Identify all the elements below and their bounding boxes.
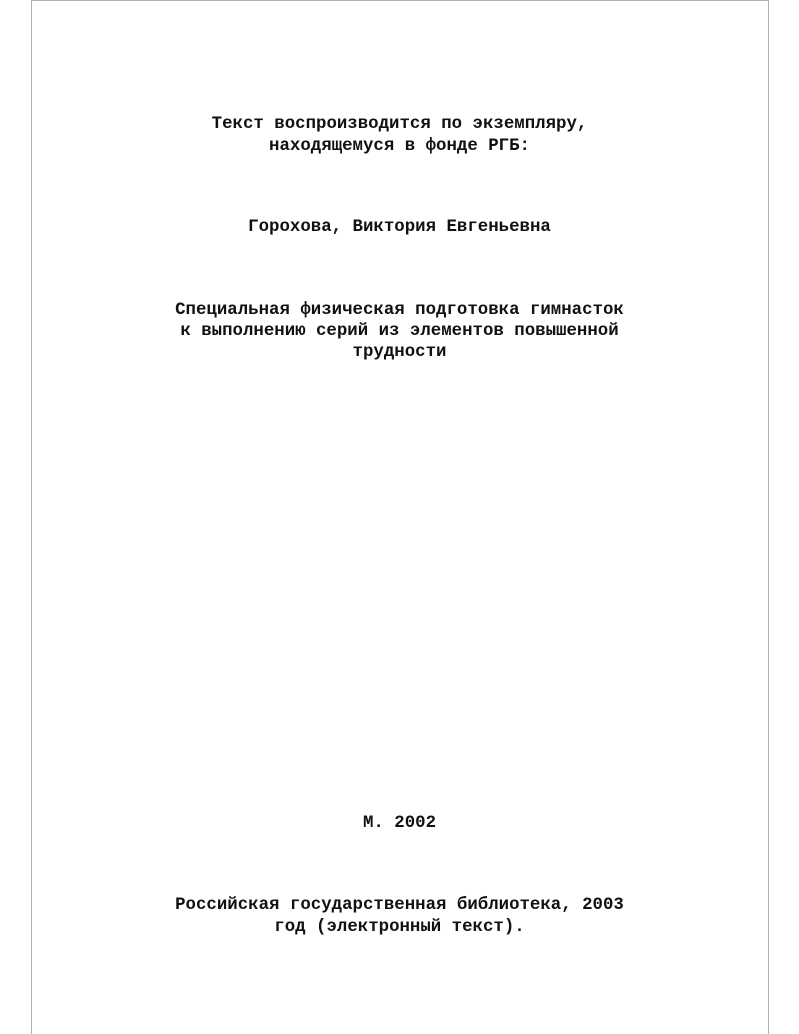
source-note-line-1: Текст воспроизводится по экземпляру, [211,115,588,134]
source-note-line-2: находящемуся в фонде РГБ: [269,137,530,156]
title-line-1: Специальная физическая подготовка гимнасток [175,301,624,320]
library-note-line-1: Российская государственная библиотека, 2003 [175,896,624,915]
author-name: Горохова, Виктория Евгеньевна [248,218,551,237]
title-line-2: к выполнению серий из элементов повышенной [180,322,619,341]
imprint-place-year: М. 2002 [362,814,437,833]
library-note-line-2: год (электронный текст). [274,918,525,937]
title-line-3: трудности [352,343,447,362]
